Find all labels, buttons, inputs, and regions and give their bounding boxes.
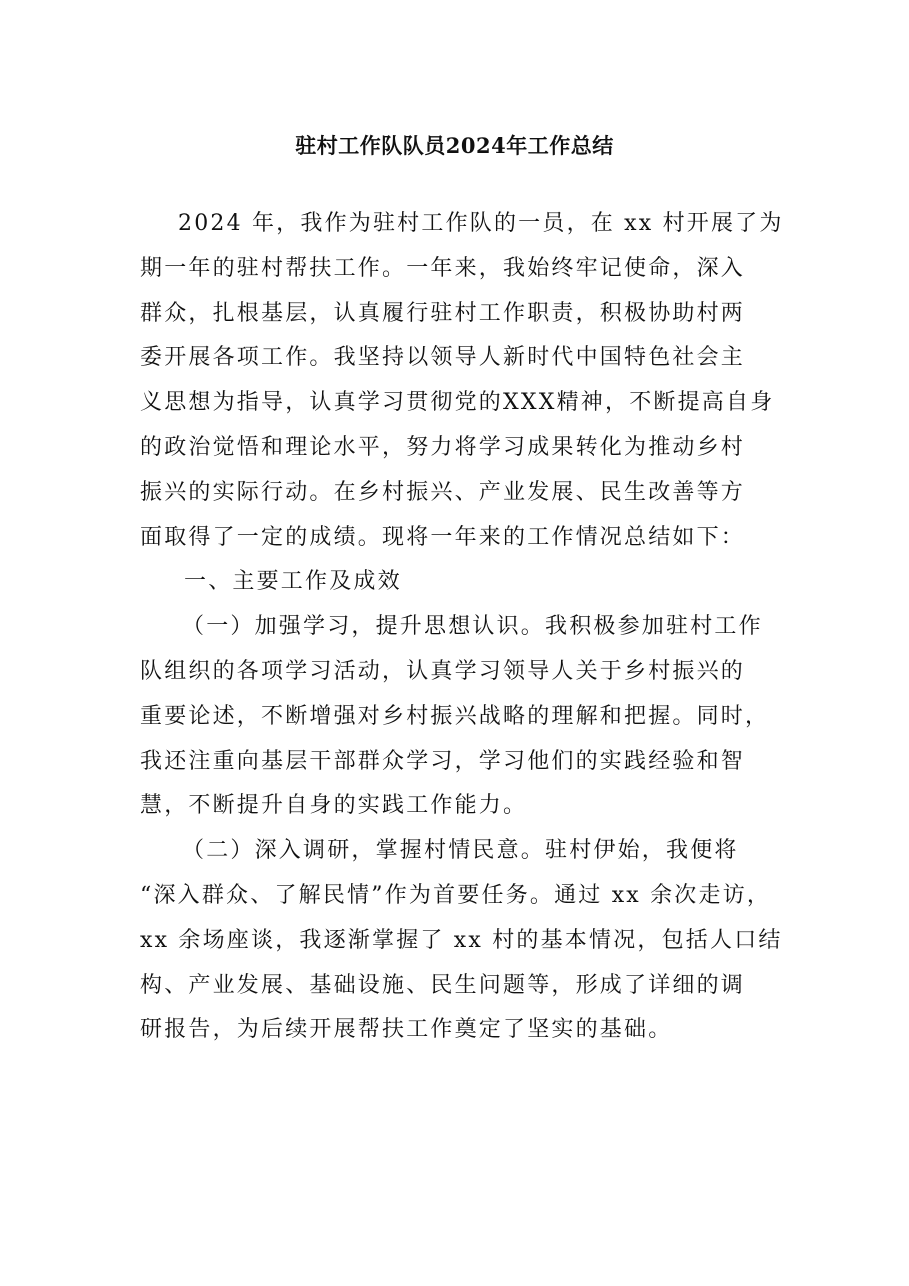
paragraph-line: 义思想为指导，认真学习贯彻党的XXX精神，不断提高自身 (140, 390, 775, 416)
paragraph-line: 我还注重向基层干部群众学习，学习他们的实践经验和智 (140, 748, 746, 774)
paragraph-line: 群众，扎根基层，认真履行驻村工作职责，积极协助村两 (140, 300, 746, 326)
paragraph-line: 构、产业发展、基础设施、民生问题等，形成了详细的调 (140, 972, 746, 998)
document-title: 驻村工作队队员2024年工作总结 (295, 133, 614, 158)
paragraph-line: 研报告，为后续开展帮扶工作奠定了坚实的基础。 (140, 1017, 673, 1043)
paragraph-line: 重要论述，不断增强对乡村振兴战略的理解和把握。同时， (140, 703, 770, 729)
paragraph-intro (140, 202, 784, 1053)
paragraph-line: （一）加强学习，提升思想认识。我积极参加驻村工作 (182, 614, 763, 640)
paragraph-line: 面取得了一定的成绩。现将一年来的工作情况总结如下： (140, 524, 746, 550)
paragraph-line: 慧，不断提升自身的实践工作能力。 (140, 793, 528, 819)
paragraph-line: 委开展各项工作。我坚持以领导人新时代中国特色社会主 (140, 345, 746, 371)
paragraph-line: 队组织的各项学习活动，认真学习领导人关于乡村振兴的 (140, 658, 746, 684)
paragraph-line: （二）深入调研，掌握村情民意。驻村伊始，我便将 (182, 838, 739, 864)
section-heading: 一、主要工作及成效 (184, 569, 402, 595)
paragraph-line: 期一年的驻村帮扶工作。一年来，我始终牢记使命，深入 (140, 255, 746, 281)
paragraph-line: 振兴的实际行动。在乡村振兴、产业发展、民生改善等方 (140, 479, 746, 505)
paragraph-line: 的政治觉悟和理论水平，努力将学习成果转化为推动乡村 (140, 434, 746, 460)
paragraph-line: “深入群众、了解民情”作为首要任务。通过 xx 余次走访， (140, 882, 772, 908)
paragraph-line: 2024 年，我作为驻村工作队的一员，在 xx 村开展了为 (178, 211, 784, 236)
paragraph-line: xx 余场座谈，我逐渐掌握了 xx 村的基本情况，包括人口结 (140, 927, 783, 953)
